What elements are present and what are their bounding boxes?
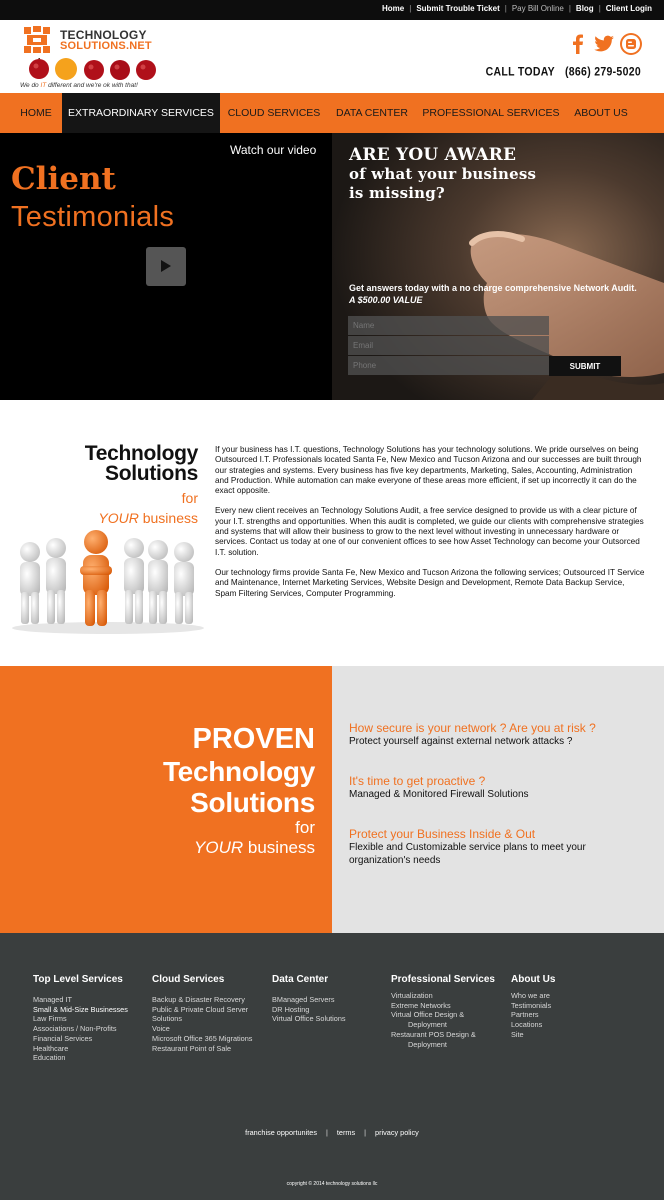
footer-column-cloud-services <box>152 974 252 1053</box>
service-highlight-title[interactable]: How secure is your network ? Are you at risk ? <box>349 721 596 735</box>
footer-column-heading: About Us <box>511 974 556 985</box>
about-title <box>74 444 198 484</box>
footer-link-terms[interactable]: terms <box>336 1128 356 1137</box>
nav-professional-services[interactable]: PROFESSIONAL SERVICES <box>422 107 560 119</box>
aware-heading <box>349 146 536 203</box>
proven-section <box>0 666 664 933</box>
service-highlight[interactable] <box>349 827 639 867</box>
footer-link[interactable]: Testimonials <box>511 1000 552 1010</box>
footer-link[interactable]: Virtualization <box>391 991 433 1000</box>
site-footer <box>0 933 664 1200</box>
gear-logo-icon <box>24 26 52 54</box>
copyright: copyright © 2014 technology solutions llc <box>286 1181 378 1187</box>
about-body <box>215 445 645 609</box>
play-button[interactable] <box>146 247 186 286</box>
email-field[interactable] <box>348 336 549 355</box>
utility-link-pay-bill[interactable]: Pay Bill Online <box>511 4 564 13</box>
footer-link[interactable]: Education <box>33 1053 66 1063</box>
audit-offer-panel <box>332 133 664 400</box>
separator: | <box>409 4 412 13</box>
blogger-icon[interactable] <box>619 32 643 56</box>
brand-name-line1: TECHNOLOGY <box>60 28 147 42</box>
nav-extraordinary-services[interactable]: EXTRAORDINARY SERVICES <box>62 93 220 133</box>
phone-number[interactable]: (866) 279-5020 <box>564 65 641 79</box>
utility-link-trouble-ticket[interactable]: Submit Trouble Ticket <box>416 4 500 13</box>
about-your-business: YOUR business <box>98 510 198 526</box>
utility-link-client-login[interactable]: Client Login <box>605 4 652 13</box>
footer-links <box>272 995 346 1024</box>
footer-column-top-level-services <box>33 974 128 1063</box>
footer-link[interactable]: Partners <box>511 1010 539 1020</box>
footer-link[interactable]: Microsoft Office 365 Migrations <box>152 1033 253 1043</box>
footer-link[interactable]: Virtual Office Solutions <box>272 1014 346 1024</box>
proven-panel <box>0 666 332 933</box>
testimonials-heading: Testimonials <box>11 201 175 233</box>
play-icon <box>161 260 171 272</box>
video-panel <box>0 133 332 400</box>
twitter-icon[interactable] <box>592 32 616 56</box>
proven-for: for <box>295 818 315 837</box>
utility-links <box>382 4 652 13</box>
footer-link[interactable]: Voice <box>152 1024 170 1034</box>
services-highlights-panel <box>332 666 664 933</box>
footer-link[interactable]: Restaurant Point of Sale <box>152 1043 232 1053</box>
call-today-label: CALL TODAY <box>485 65 555 79</box>
main-nav <box>0 93 664 133</box>
footer-link[interactable]: Deployment <box>408 1020 447 1030</box>
offer-value: A $500.00 VALUE <box>349 295 423 305</box>
footer-links <box>33 995 128 1063</box>
footer-links <box>152 995 252 1053</box>
top-utility-bar <box>0 0 664 20</box>
footer-links <box>391 991 495 1049</box>
social-links <box>566 32 646 58</box>
footer-link-privacy[interactable]: privacy policy <box>375 1128 419 1137</box>
audit-offer-text <box>349 282 637 306</box>
phone-field[interactable] <box>348 356 549 375</box>
footer-column-heading: Professional Services <box>391 974 495 985</box>
footer-link-franchise[interactable]: franchise opportunites <box>245 1128 317 1137</box>
site-header <box>0 20 664 93</box>
about-paragraph: If your business has I.T. questions, Technology Solutions has your technology solutions. We pride ourselves on being Outsourced I.T. Professionals located Santa Fe, New Mexico and Tucson Arizona and our successes are built through our strategies and systems. Every business has five key departments, Marketing, Sales, Accounting, Administration and Production. While automation can make everyone of these areas more efficient, if set up incorrectly it can do the exact opposite. <box>215 445 642 496</box>
hero-section <box>0 133 664 400</box>
separator: | <box>504 4 507 13</box>
about-paragraph: Every new client receives an Technology Solutions Audit, a free service designed to provide us with a clear picture of your I.T. strengths and opportunities. When this audit is completed, we guide our clients with comprehensive strategies and systems that will allow their business to grow to the next level without investing in unnecessary hardware or services. Contact us today at one of our convenient offices to see how Asset Technology can become your Outsorced I.T. solution. <box>215 506 644 557</box>
nav-cloud-services[interactable]: CLOUD SERVICES <box>227 107 321 119</box>
aware-heading-line1: ARE YOU AWARE <box>349 145 517 165</box>
nav-data-center[interactable]: DATA CENTER <box>336 107 408 119</box>
footer-column-professional-services <box>391 974 495 1049</box>
footer-link[interactable]: Site <box>511 1029 524 1039</box>
footer-link[interactable]: Small & Mid-Size Businesses <box>33 1004 128 1014</box>
utility-link-blog[interactable]: Blog <box>575 4 594 13</box>
footer-column-about-us <box>511 974 555 1040</box>
facebook-icon[interactable] <box>566 32 590 56</box>
separator: | <box>364 1128 367 1137</box>
watch-video-label[interactable]: Watch our video <box>230 143 317 157</box>
nav-about-us[interactable]: ABOUT US <box>574 107 628 119</box>
footer-link[interactable]: Managed IT <box>33 995 72 1004</box>
footer-link[interactable]: Law Firms <box>33 1014 67 1024</box>
footer-link[interactable]: Restaurant POS Design & <box>391 1029 476 1039</box>
footer-link[interactable]: Virtual Office Design & <box>391 1010 465 1020</box>
footer-link[interactable]: BManaged Servers <box>272 995 335 1004</box>
about-paragraph: Our technology firms provide Santa Fe, New Mexico and Tucson Arizona the following services; Outsourced IT Service and Maintenance, Internet Marketing Services, Website Design and Development, Remote Data Backup Service, Spam Filtering Services, Computer Programming. <box>215 567 645 598</box>
about-title-line2: Solutions <box>105 462 198 485</box>
footer-link[interactable]: Associations / Non-Profits <box>33 1024 117 1034</box>
service-highlight-title[interactable]: It's time to get proactive ? <box>349 774 486 788</box>
separator: | <box>598 4 601 13</box>
service-highlight-desc: Protect yourself against external network attacks ? <box>349 736 573 747</box>
aware-heading-line3: is missing? <box>349 184 445 202</box>
footer-link[interactable]: Solutions <box>152 1014 183 1024</box>
separator: | <box>568 4 571 13</box>
footer-links <box>511 991 555 1040</box>
footer-column-data-center <box>272 974 346 1024</box>
footer-column-heading: Top Level Services <box>33 974 123 985</box>
footer-link[interactable]: Backup & Disaster Recovery <box>152 995 245 1004</box>
proven-subheading-line1: Technology <box>162 756 315 787</box>
submit-button[interactable]: SUBMIT <box>549 356 621 376</box>
nav-home[interactable]: HOME <box>20 107 52 119</box>
service-highlight-desc: Managed & Monitored Firewall Solutions <box>349 789 529 800</box>
footer-link[interactable]: Locations <box>511 1020 543 1030</box>
about-title-line1: Technology <box>84 442 198 465</box>
footer-link[interactable]: Public & Private Cloud Server <box>152 1004 249 1014</box>
about-section <box>0 400 664 666</box>
aware-heading-line2: of what your business <box>349 165 537 183</box>
site-logo[interactable] <box>18 24 168 90</box>
brand-name-line2: SOLUTIONS.NET <box>60 40 152 52</box>
tagline: We do IT different and we're ok with that! <box>20 82 138 89</box>
service-highlight[interactable] <box>349 774 639 801</box>
proven-your-business: YOUR business <box>194 838 315 857</box>
apples-orange-icon <box>26 58 161 80</box>
offer-description: Get answers today with a no charge comprehensive Network Audit. <box>349 283 637 293</box>
service-highlight-desc: Flexible and Customizable service plans to meet your organization's needs <box>349 842 586 866</box>
separator: | <box>325 1128 328 1137</box>
footer-link[interactable]: Who we are <box>511 991 550 1000</box>
team-figures-image <box>8 530 208 634</box>
footer-link[interactable]: Extreme Networks <box>391 1000 451 1010</box>
name-field[interactable] <box>348 316 549 335</box>
footer-column-heading: Data Center <box>272 974 329 985</box>
client-heading: Client <box>11 161 116 197</box>
footer-link[interactable]: Healthcare <box>33 1043 69 1053</box>
call-today <box>486 65 641 79</box>
service-highlight-title[interactable]: Protect your Business Inside & Out <box>349 827 536 841</box>
utility-link-home[interactable]: Home <box>382 4 405 13</box>
footer-link[interactable]: Deployment <box>408 1039 447 1049</box>
footer-column-heading: Cloud Services <box>152 974 225 985</box>
about-for: for <box>181 490 198 506</box>
service-highlight[interactable] <box>349 721 639 748</box>
proven-subheading-line2: Solutions <box>190 787 315 818</box>
footer-bottom-links <box>0 1128 664 1137</box>
footer-link[interactable]: DR Hosting <box>272 1004 310 1014</box>
footer-link[interactable]: Financial Services <box>33 1033 93 1043</box>
proven-subheading <box>163 756 315 818</box>
proven-heading: PROVEN <box>192 723 315 755</box>
